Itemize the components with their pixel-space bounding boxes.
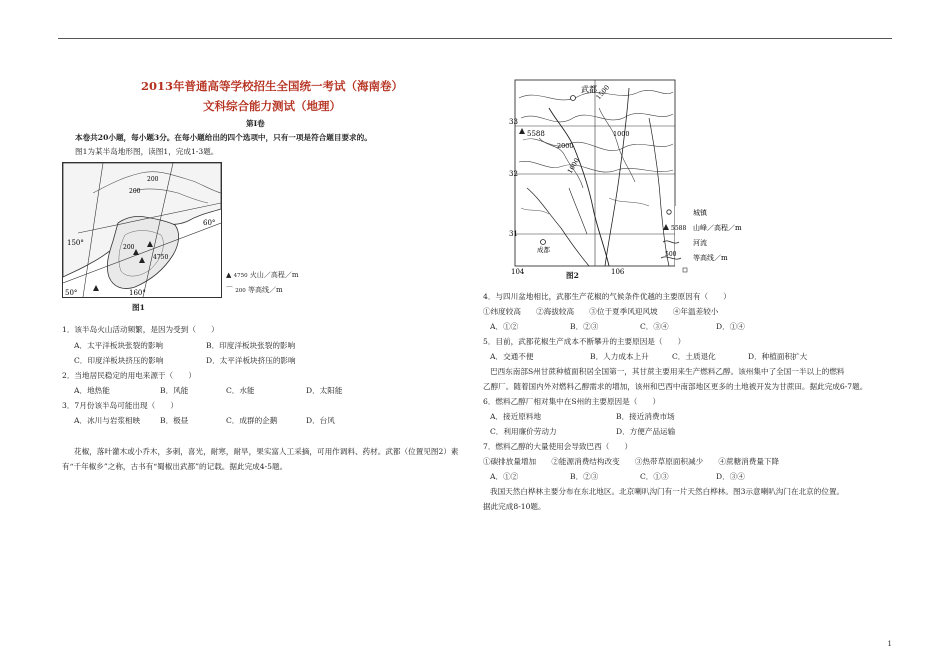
fig1-lon-160: 160° [129, 289, 146, 297]
q7-option-b: B．②③ [570, 472, 599, 481]
figure-1-map [62, 162, 222, 298]
q1-option-a: A．太平洋板块张裂的影响 [74, 341, 164, 350]
passage4-line1: 我国天然白桦林主要分布在东北地区。北京喇叭沟门有一片天然白桦林。图3示意喇叭沟门在北京的位置。 [490, 487, 845, 496]
fig2-lat-32: 32 [509, 170, 518, 178]
q5-stem: 5．目前，武都花椒生产成本不断攀升的主要原因是（ ） [483, 337, 686, 346]
fig2-lat-33: 33 [509, 118, 518, 126]
q6-option-b: B．接近消费市场 [616, 412, 675, 421]
q7-stem: 7．燃料乙醇的大量使用会导致巴西（ ） [483, 442, 633, 451]
q4-option-c: C．③④ [640, 322, 669, 331]
fig1-lead: 图1为某半岛地形图，读图1，完成1-3题。 [75, 147, 219, 156]
fig1-legend-volcano: ▲ 4750 火山／高程／m [226, 271, 299, 279]
fig1-contour-label: 200 [129, 188, 141, 195]
passage3-line1: 巴西东南部S州甘蔗种植面积居全国第一，其甘蔗主要用来生产燃料乙醇。该州集中了全国一半以上的燃料 [490, 367, 845, 376]
fig1-legend-contour: ⌒ 200 等高线／m [226, 286, 283, 294]
q4-option-d: D．①④ [716, 322, 745, 331]
fig1-caption: 图1 [132, 303, 145, 312]
section-intro: 本卷共20小题，每小题3分。在每小题给出的四个选项中，只有一项是符合题目要求的。 [75, 133, 372, 142]
q6-option-c: C．利用廉价劳动力 [490, 427, 557, 436]
q6-stem: 6．燃料乙醇厂相对集中在S州的主要原因是（ ） [483, 397, 661, 406]
fig2-city-label: 武都 [581, 85, 597, 94]
q5-option-c: C．土质退化 [672, 352, 716, 361]
exam-subtitle: 文科综合能力测试（地理） [203, 99, 341, 113]
figure-2-map [509, 78, 777, 276]
q2-option-b: B．风能 [160, 386, 189, 395]
q4-stem: 4．与四川盆地相比，武都生产花椒的气候条件优越的主要原因有（ ） [483, 292, 731, 301]
q5-option-a: A．交通不便 [490, 352, 534, 361]
fig2-legend-city: 城镇 [693, 209, 707, 217]
fig2-contour-label: 2000 [557, 142, 574, 150]
fig1-contour-label: 200 [123, 244, 135, 251]
q4-options: ①纬度较高 ②海拔较高 ③位于夏季风迎风坡 ④年温差较小 [483, 307, 719, 316]
fig1-peak-label: 4750 [153, 254, 169, 261]
passage4-line2: 据此完成8-10题。 [483, 502, 546, 511]
fig2-legend-river: 河流 [693, 239, 707, 247]
exam-title: 2013年普通高等学校招生全国统一考试（海南卷） [140, 79, 403, 93]
passage2-line1: 花椒，落叶灌木或小乔木，多刺，喜光，耐寒，耐旱，果实富人工采摘，可用作调料、药材。武都（位置见图2）素 [74, 447, 459, 456]
q3-option-a: A．冰川与岩浆相映 [74, 416, 141, 425]
q7-options: ①碳排放量增加 ②能源消费结构改变 ③热带草原面积减少 ④蔗糖消费量下降 [483, 457, 780, 466]
q2-option-d: D．太阳能 [306, 386, 343, 395]
q3-option-d: D．台风 [306, 416, 335, 425]
page-number: 1 [887, 640, 892, 648]
q4-option-b: B．②③ [570, 322, 599, 331]
contour-icon: ⌒ [226, 286, 233, 294]
q2-option-c: C．水能 [226, 386, 255, 395]
fig2-legend-peak: 山峰／高程／m [693, 224, 742, 232]
fig2-caption: 图2 [566, 271, 579, 280]
fig2-contour-label: 1000 [613, 130, 630, 138]
section-label: 第Ⅰ卷 [246, 119, 265, 128]
q6-option-a: A．接近原料地 [490, 412, 542, 421]
volcano-icon: ▲ [226, 271, 232, 279]
fig2-peak-label: 5588 [527, 130, 545, 138]
q2-option-a: A．地热能 [74, 386, 110, 395]
fig1-contour-label: 200 [147, 176, 159, 183]
q7-option-d: D．③④ [716, 472, 745, 481]
q3-stem: 3．7月份该半岛可能出现（ ） [62, 401, 178, 410]
fig2-legend-contour-value: 500 [665, 251, 677, 258]
fig1-lat-60: 60° [203, 219, 216, 227]
q1-stem: 1．该半岛火山活动频繁，是因为受到（ ） [62, 325, 219, 334]
fig2-contour-label: 1000 [565, 156, 582, 175]
q5-option-d: D．种植面积扩大 [748, 352, 808, 361]
passage2-line2: 有“千年椒乡”之称，古书有“蜀椒出武都”的记载。据此完成4-5题。 [62, 462, 288, 471]
fig2-lat-31: 31 [509, 230, 518, 238]
fig2-contour-label: 1500 [594, 83, 612, 102]
fig2-lon-104: 104 [511, 268, 525, 276]
passage3-line2: 乙醇厂。随着国内外对燃料乙醇需求的增加，该州和巴西中南部地区更多的土地被开发为甘蔗田。据此完成6-7题。 [483, 382, 868, 391]
top-rule [58, 38, 892, 39]
q6-option-d: D．方便产品运输 [616, 427, 676, 436]
q4-option-a: A．①② [490, 322, 519, 331]
fig1-lon-150: 150° [67, 239, 84, 247]
q2-stem: 2．当地居民稳定的用电来源于（ ） [62, 371, 196, 380]
q1-option-b: B．印度洋板块张裂的影响 [206, 341, 296, 350]
q7-option-c: C．①③ [640, 472, 669, 481]
fig2-legend-peak-value: 5588 [671, 225, 687, 232]
fig2-legend-contour: 等高线／m [693, 254, 728, 262]
q7-option-a: A．①② [490, 472, 519, 481]
fig1-lat-50: 50° [65, 289, 78, 297]
q3-option-b: B．极昼 [160, 416, 189, 425]
q1-option-d: D．太平洋板块挤压的影响 [206, 356, 296, 365]
q3-option-c: C．成群的企鹅 [226, 416, 278, 425]
fig2-chengdu-label: 成都 [537, 246, 550, 254]
q1-option-c: C．印度洋板块挤压的影响 [74, 356, 164, 365]
q5-option-b: B．人力成本上升 [590, 352, 649, 361]
fig2-lon-106: 106 [611, 268, 625, 276]
